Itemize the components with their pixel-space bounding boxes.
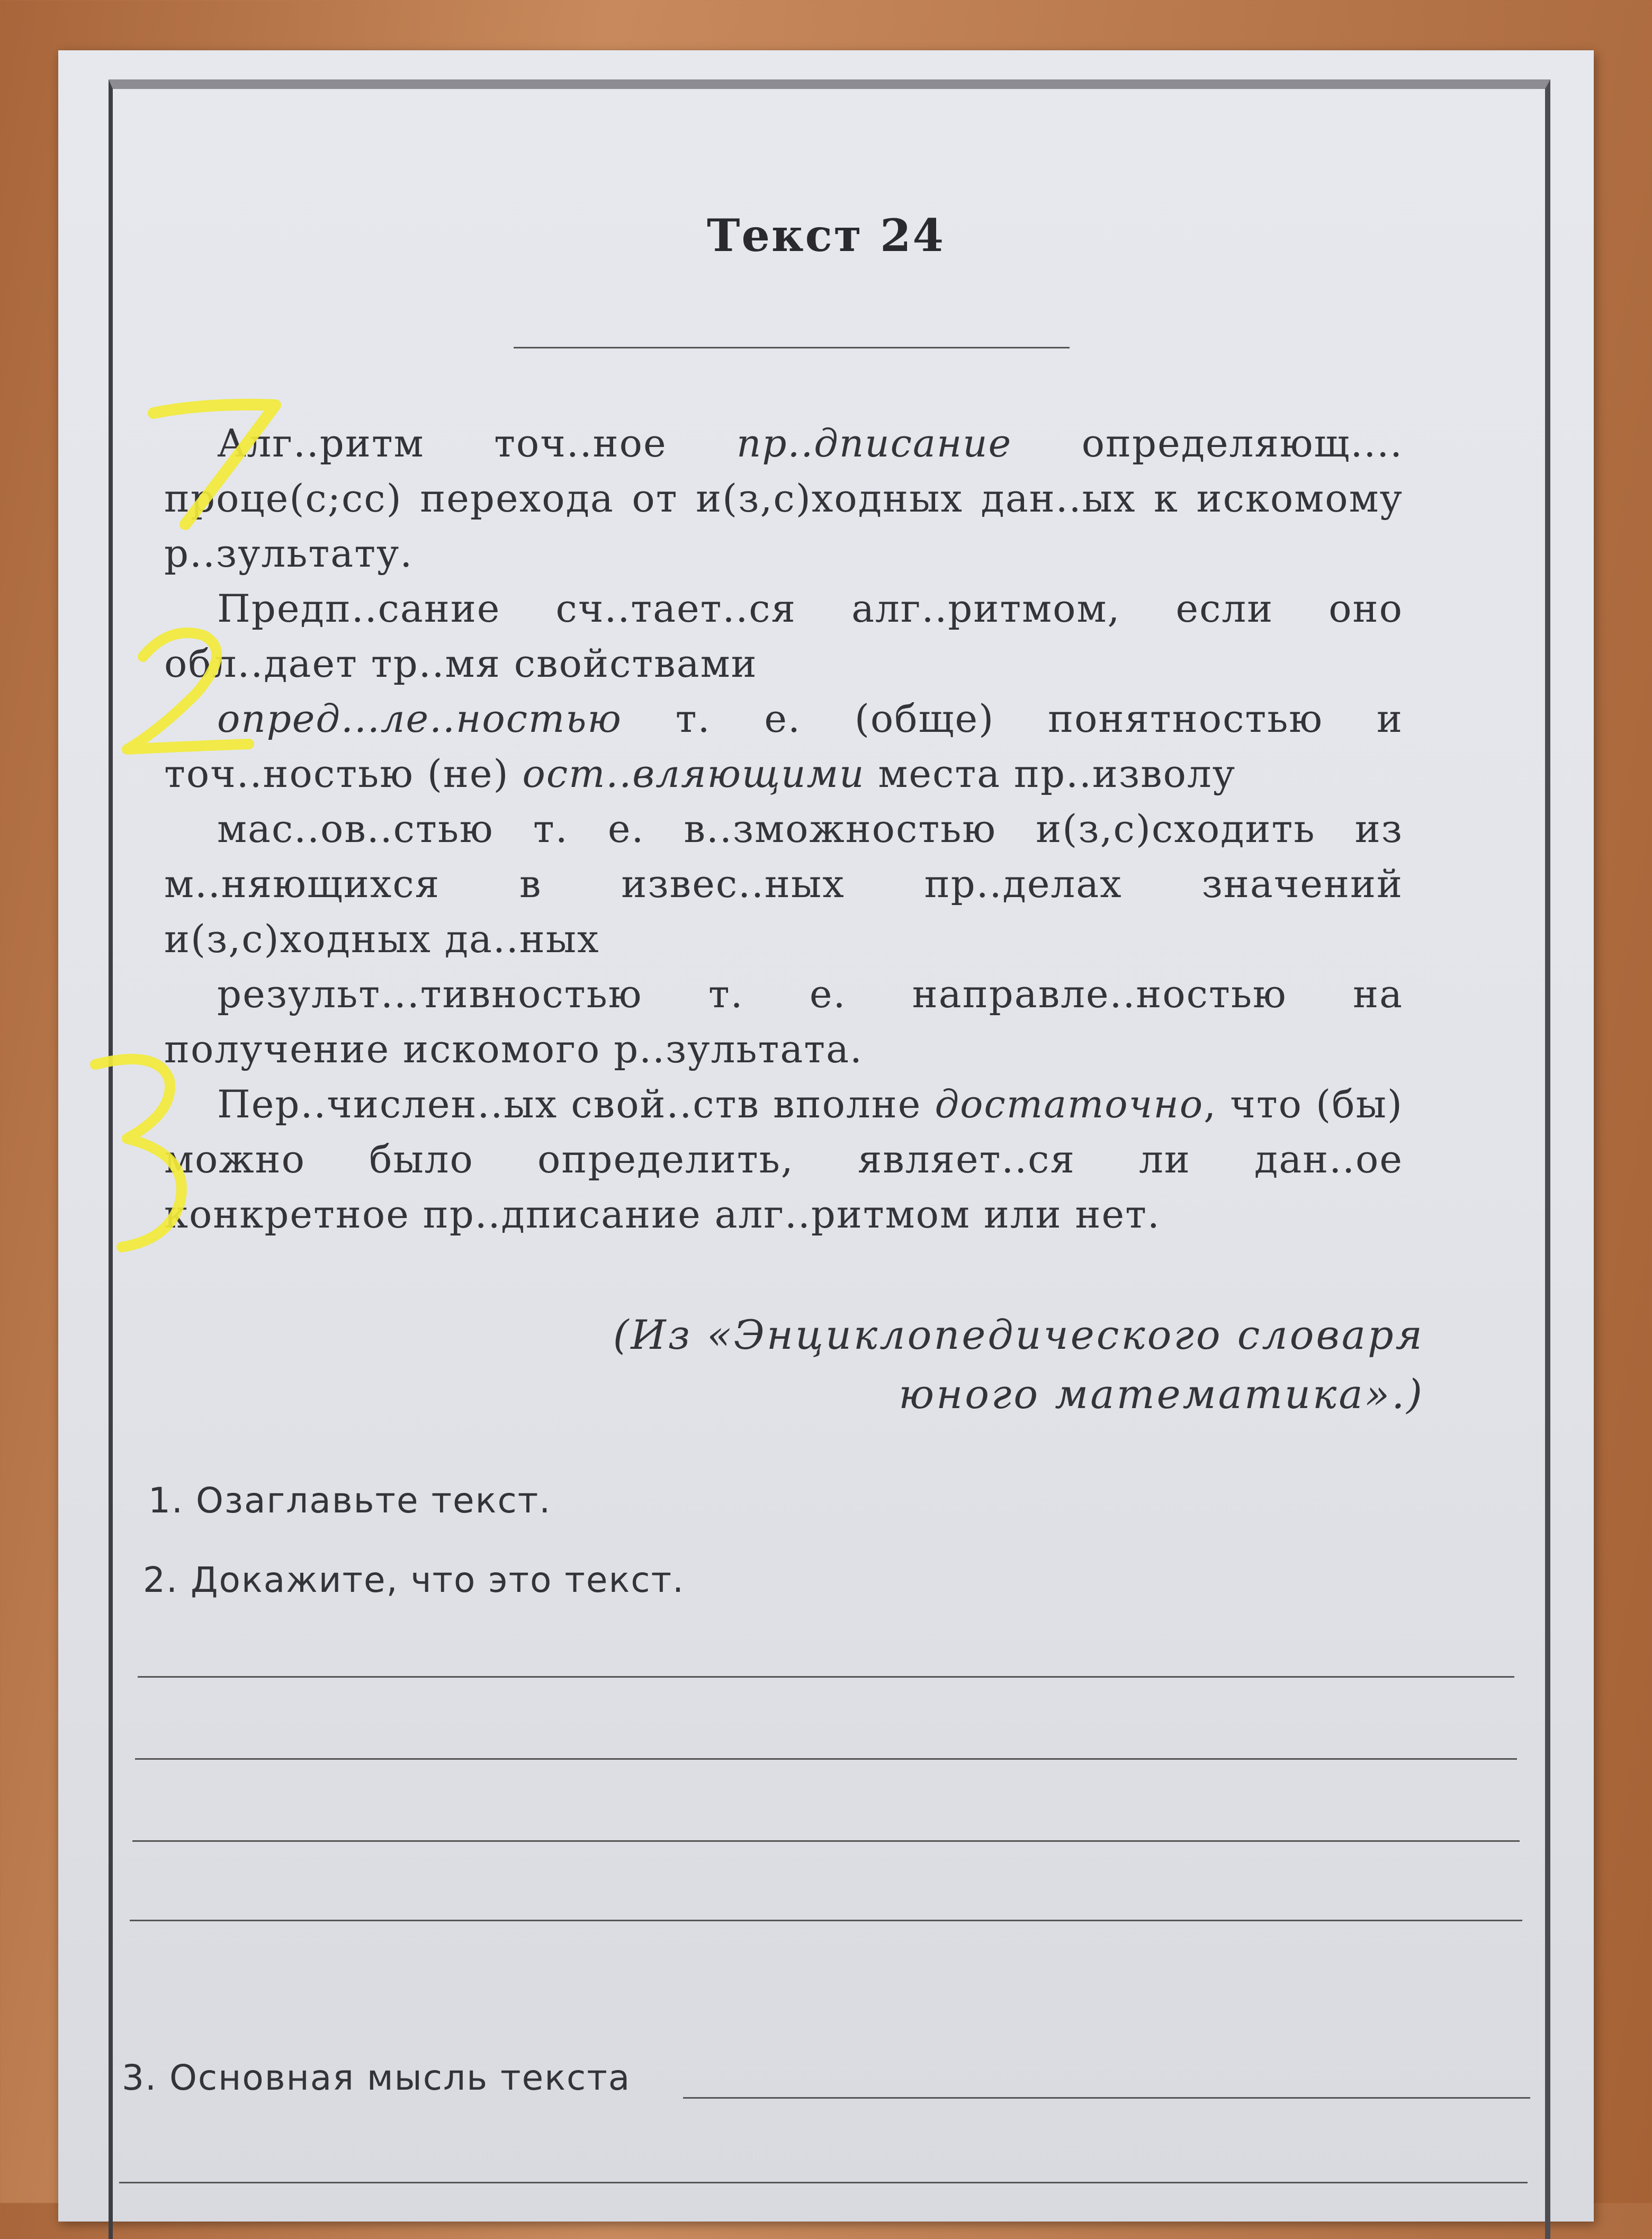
- handwritten-mark-2: [111, 614, 270, 768]
- mark-7-stroke: [154, 405, 275, 524]
- paragraph-3: опред...ле..ностью т. е. (обще) понятностью и точ..ностью (не) ост..вляющими места пр..изволу: [164, 696, 1403, 796]
- answer-line-3[interactable]: [132, 1840, 1520, 1842]
- paragraph-2: Предп..сание сч..тает..ся алг..ритмом, если оно обл..дает тр..мя свойствами: [164, 586, 1403, 686]
- question-1: 1. Озаглавьте текст.: [148, 1480, 552, 1521]
- paragraph-6: Пер..числен..ых свой..ств вполне достаточно, что (бы) можно было определить, являет..ся ли дан..ое конкретное пр..дписание алг..ритмом или нет.: [164, 1082, 1403, 1237]
- paragraph-4: мас..ов..стью т. е. в..зможностью и(з,с)сходить из м..няющихся в извес..ных пр..делах значений и(з,с)ходных да..ных: [164, 807, 1403, 961]
- answer-line-1[interactable]: [138, 1676, 1514, 1678]
- mark-2-stroke: [127, 633, 249, 749]
- source-line-2: юного математика».): [899, 1371, 1424, 1418]
- handwritten-mark-7: [143, 381, 312, 540]
- source-citation: [376, 1305, 1424, 1424]
- answer-line-5[interactable]: [119, 2182, 1528, 2183]
- mark-3-stroke: [95, 1059, 182, 1247]
- answer-line-main-idea[interactable]: [683, 2097, 1530, 2099]
- page-title: Текст 24: [707, 209, 945, 262]
- paragraph-5: результ...тивностью т. е. направле..ностью на получение искомого р..зультата.: [164, 972, 1403, 1071]
- answer-line-4[interactable]: [130, 1920, 1522, 1921]
- exercise-text: [164, 416, 1403, 1242]
- answer-line-2[interactable]: [135, 1758, 1517, 1760]
- question-2: 2. Докажите, что это текст.: [143, 1560, 685, 1600]
- source-line-1: (Из «Энциклопедического словаря: [613, 1311, 1424, 1358]
- handwritten-mark-3: [85, 1049, 233, 1260]
- title-underline: [514, 347, 1070, 348]
- worksheet-page: [58, 50, 1594, 2222]
- question-3: 3. Основная мысль текста: [122, 2057, 631, 2098]
- paragraph-1: Алг..ритм точ..ное пр..дписание определяющ.... проце(с;сс) перехода от и(з,с)ходных дан..ых к искомому р..зультату.: [164, 421, 1403, 576]
